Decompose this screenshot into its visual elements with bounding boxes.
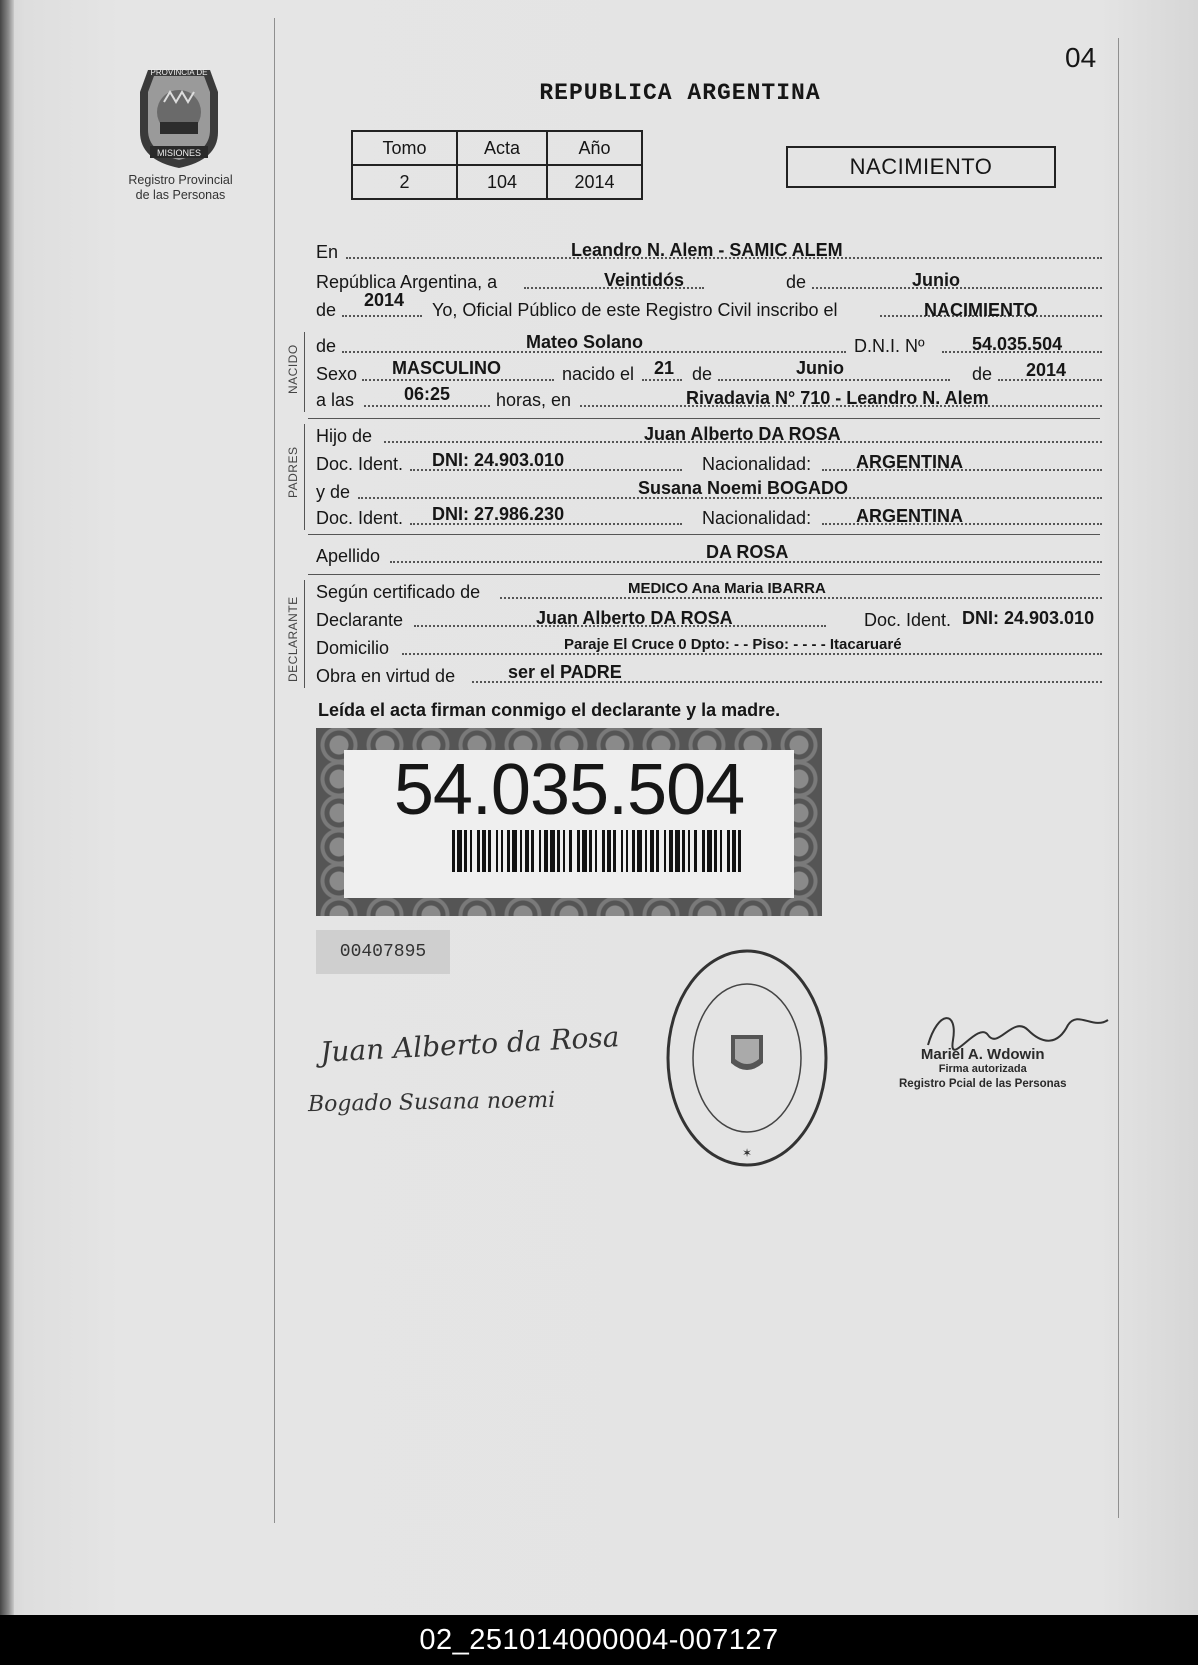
barcode-bar	[637, 830, 642, 872]
hora-value: 06:25	[404, 384, 451, 404]
page-binding-edge	[0, 0, 14, 1615]
left-margin-line	[274, 18, 275, 1523]
header-tomo: Tomo	[352, 131, 457, 165]
logo-arc-text: PROVINCIA DE	[150, 68, 208, 77]
anio-value: 2014	[364, 290, 405, 310]
row-padre: Hijo de Juan Alberto DA ROSA	[316, 426, 1102, 448]
footer-id: 02_251014000004-007127	[0, 1615, 1198, 1665]
official-role: Firma autorizada	[938, 1063, 1027, 1075]
barcode-bar	[650, 830, 654, 872]
right-margin-line	[1118, 38, 1119, 1518]
obra-value: ser el PADRE	[508, 662, 622, 682]
value-anio: 2014	[547, 165, 642, 199]
barcode-bar	[577, 830, 580, 872]
nombre-value: Mateo Solano	[526, 332, 644, 352]
row-madre-doc: Doc. Ident. DNI: 27.986.230 Nacionalidad: ARGENTINA	[316, 508, 1102, 530]
serial-number: 00407895	[316, 930, 450, 974]
barcode-bar	[602, 830, 605, 872]
padre-doc-value: DNI: 24.903.010	[432, 450, 565, 470]
barcode-bar	[675, 830, 680, 872]
document-type-box: NACIMIENTO	[786, 146, 1056, 188]
barcode-bar	[582, 830, 587, 872]
barcode-bar	[682, 830, 685, 872]
barcode-bar	[714, 830, 717, 872]
mes-value: Junio	[912, 270, 960, 290]
header-acta: Acta	[457, 131, 547, 165]
barcode-bar	[470, 830, 472, 872]
barcode-bar	[464, 830, 467, 872]
lugar-nacimiento-value: Rivadavia N° 710 - Leandro N. Alem	[686, 388, 989, 408]
barcode-bar	[520, 830, 522, 872]
svg-text:✶: ✶	[741, 1146, 753, 1160]
barcode-number: 54.035.504	[393, 750, 745, 830]
barcode-bar	[557, 830, 560, 872]
declarante-signature: Juan Alberto da Rosa	[319, 1020, 621, 1069]
barcode-bar	[694, 830, 697, 872]
anio-nacido-value: 2014	[1026, 360, 1067, 380]
madre-signature: Bogado Susana noemi	[307, 1087, 556, 1118]
row-nacido-hora: a las 06:25 horas, en Rivadavia N° 710 - Leandro N. Alem	[316, 390, 1102, 412]
closing-note: Leída el acta firman conmigo el declarante y la madre.	[318, 700, 781, 720]
record-table-header-row	[352, 131, 642, 165]
dni-value: 54.035.504	[972, 334, 1063, 354]
logo-caption: Registro Provincial de las Personas	[128, 173, 233, 202]
barcode-bar	[732, 830, 736, 872]
barcode-bar	[589, 830, 592, 872]
declarante-value: Juan Alberto DA ROSA	[536, 608, 733, 628]
side-label-nacido: NACIDO	[286, 344, 300, 394]
padre-value: Juan Alberto DA ROSA	[644, 424, 841, 444]
barcode-bar	[688, 830, 690, 872]
barcode-bar	[613, 830, 616, 872]
row-declarante: Declarante Juan Alberto DA ROSA Doc. Ident. DNI: 24.903.010	[316, 608, 1095, 630]
value-tomo: 2	[352, 165, 457, 199]
value-acta: 104	[457, 165, 547, 199]
barcode-bar	[645, 830, 647, 872]
sexo-value: MASCULINO	[392, 358, 501, 378]
side-label-padres: PADRES	[286, 446, 300, 498]
barcode-bar	[531, 830, 534, 872]
dia-value: 21	[654, 358, 675, 378]
barcode-bar	[621, 830, 623, 872]
apellido-value: DA ROSA	[706, 542, 789, 562]
row-nacido-nombre: de Mateo Solano D.N.I. Nº 54.035.504	[316, 336, 1102, 358]
row-certificado: Según certificado de MEDICO Ana Maria IBARRA	[316, 582, 1102, 604]
domicilio-value: Paraje El Cruce 0 Dpto: - - Piso: - - - - Itacaruaré	[564, 636, 902, 653]
row-padre-doc: Doc. Ident. DNI: 24.903.010 Nacionalidad: ARGENTINA	[316, 454, 1102, 476]
barcode-bar	[452, 830, 455, 872]
barcode-bar	[563, 830, 565, 872]
barcode-bar	[720, 830, 722, 872]
official-name: Mariel A. Wdowin	[920, 1046, 1045, 1063]
barcode-bar	[702, 830, 705, 872]
barcode-bar	[664, 830, 666, 872]
barcode-bar	[632, 830, 635, 872]
barcode-bar	[477, 830, 480, 872]
row-oficial: de 2014 Yo, Oficial Público de este Registro Civil inscribo el NACIMIENTO	[316, 300, 1102, 322]
barcode-bar	[488, 830, 491, 872]
barcode-bar	[496, 830, 498, 872]
madre-value: Susana Noemi BOGADO	[638, 478, 849, 498]
barcode-label	[316, 728, 822, 916]
row-obra: Obra en virtud de ser el PADRE	[316, 666, 1102, 688]
row-madre: y de Susana Noemi BOGADO	[316, 482, 1102, 504]
barcode-bar	[550, 830, 555, 872]
barcode-bar	[607, 830, 611, 872]
barcode-icon	[452, 830, 744, 872]
barcode-bar	[539, 830, 541, 872]
padre-nac-value: ARGENTINA	[856, 452, 963, 472]
logo-banner-text: MISIONES	[156, 148, 202, 158]
certificado-value: MEDICO Ana Maria IBARRA	[628, 580, 826, 597]
official-org: Registro Pcial de las Personas	[899, 1078, 1067, 1090]
barcode-bar	[501, 830, 503, 872]
record-table-value-row	[352, 165, 642, 199]
barcode-bar	[482, 830, 486, 872]
official-seal-icon	[665, 947, 830, 1169]
barcode-bar	[626, 830, 628, 872]
barcode-bar	[457, 830, 462, 872]
barcode-bar	[569, 830, 572, 872]
barcode-bar	[738, 830, 741, 872]
barcode-bar	[507, 830, 510, 872]
inscripcion-value: NACIMIENTO	[924, 300, 1038, 320]
barcode-bar	[544, 830, 548, 872]
row-apellido: Apellido DA ROSA	[316, 546, 1102, 568]
barcode-bar	[727, 830, 730, 872]
barcode-bar	[595, 830, 597, 872]
barcode-bar	[512, 830, 517, 872]
row-republica: República Argentina, a Veintidós de Junio	[316, 272, 1102, 294]
row-en: En Leandro N. Alem - SAMIC ALEM	[316, 242, 1102, 264]
coat-of-arms-icon	[130, 62, 228, 170]
row-domicilio: Domicilio Paraje El Cruce 0 Dpto: - - Piso: - - - - Itacaruaré	[316, 638, 1102, 660]
header-anio: Año	[547, 131, 642, 165]
declarante-doc-value: DNI: 24.903.010	[962, 608, 1095, 628]
barcode-bar	[525, 830, 529, 872]
record-table	[351, 130, 643, 200]
country-title: REPUBLICA ARGENTINA	[539, 80, 821, 106]
mes-nacido-value: Junio	[796, 358, 844, 378]
page-number: 04	[1065, 42, 1097, 73]
side-label-declarante: DECLARANTE	[286, 596, 300, 682]
row-nacido-sexo: Sexo MASCULINO nacido el 21 de Junio de 2014	[316, 364, 1102, 386]
official-signature-block	[899, 1047, 1066, 1092]
barcode-bar	[656, 830, 659, 872]
madre-nac-value: ARGENTINA	[856, 506, 963, 526]
madre-doc-value: DNI: 27.986.230	[432, 504, 565, 524]
lugar-value: Leandro N. Alem - SAMIC ALEM	[571, 240, 843, 260]
barcode-bar	[669, 830, 673, 872]
barcode-bar	[707, 830, 712, 872]
dia-texto-value: Veintidós	[604, 270, 685, 290]
